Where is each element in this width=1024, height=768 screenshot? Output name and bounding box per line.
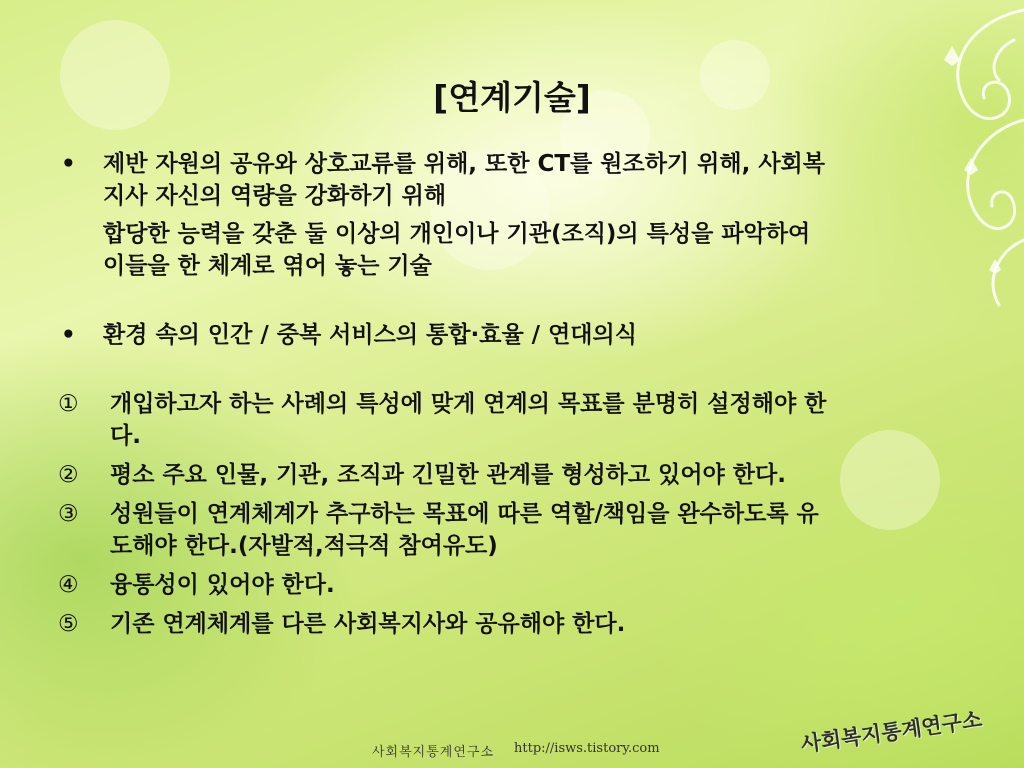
bullet-marker: • — [61, 151, 76, 177]
numbered-marker: ④ — [58, 572, 79, 598]
floral-swirl-decoration — [824, 0, 1024, 330]
numbered-item — [58, 388, 828, 452]
bullet-continuation: 합당한 능력을 갖춘 둘 이상의 개인이나 기관(조직)의 특성을 파악하여 이들을 한 체계로 엮어 놓는 기술 — [103, 221, 811, 279]
numbered-item — [58, 498, 828, 562]
numbered-marker: ⑤ — [58, 611, 79, 637]
bullet-text: 환경 속의 인간 / 중복 서비스의 통합·효율 / 연대의식 — [103, 322, 637, 348]
numbered-item — [58, 569, 828, 601]
bullet-text: 제반 자원의 공유와 상호교류를 위해, 또한 CT를 원조하기 위해, 사회복지사 자신의 역량을 강화하기 위해 — [103, 151, 825, 209]
numbered-text: 기존 연계체계를 다른 사회복지사와 공유해야 한다. — [110, 611, 626, 637]
numbered-item — [58, 608, 828, 640]
numbered-text: 융통성이 있어야 한다. — [110, 572, 335, 598]
slide-content — [58, 148, 828, 647]
numbered-marker: ③ — [58, 501, 79, 527]
background-bubble — [840, 430, 940, 530]
numbered-text: 성원들이 연계체계가 추구하는 목표에 따른 역할/책임을 완수하도록 유도해야 한다.(자발적,적극적 참여유도) — [110, 501, 819, 559]
footer-org-name: 사회복지통계연구소 — [372, 745, 495, 760]
slide-title: [연계기술] — [433, 78, 591, 117]
footer-url-link[interactable]: http://isws.tistory.com — [514, 741, 660, 756]
numbered-item — [58, 459, 828, 491]
bullet-item — [58, 148, 828, 212]
numbered-text: 평소 주요 인물, 기관, 조직과 긴밀한 관계를 형성하고 있어야 한다. — [110, 462, 786, 488]
numbered-marker: ① — [58, 391, 79, 417]
bullet-marker: • — [61, 322, 76, 348]
numbered-marker: ② — [58, 462, 79, 488]
bullet-item — [58, 319, 828, 351]
org-stamp-logo: 사회복지통계연구소 — [799, 707, 984, 757]
numbered-text: 개입하고자 하는 사례의 특성에 맞게 연계의 목표를 분명히 설정해야 한다. — [110, 391, 827, 449]
